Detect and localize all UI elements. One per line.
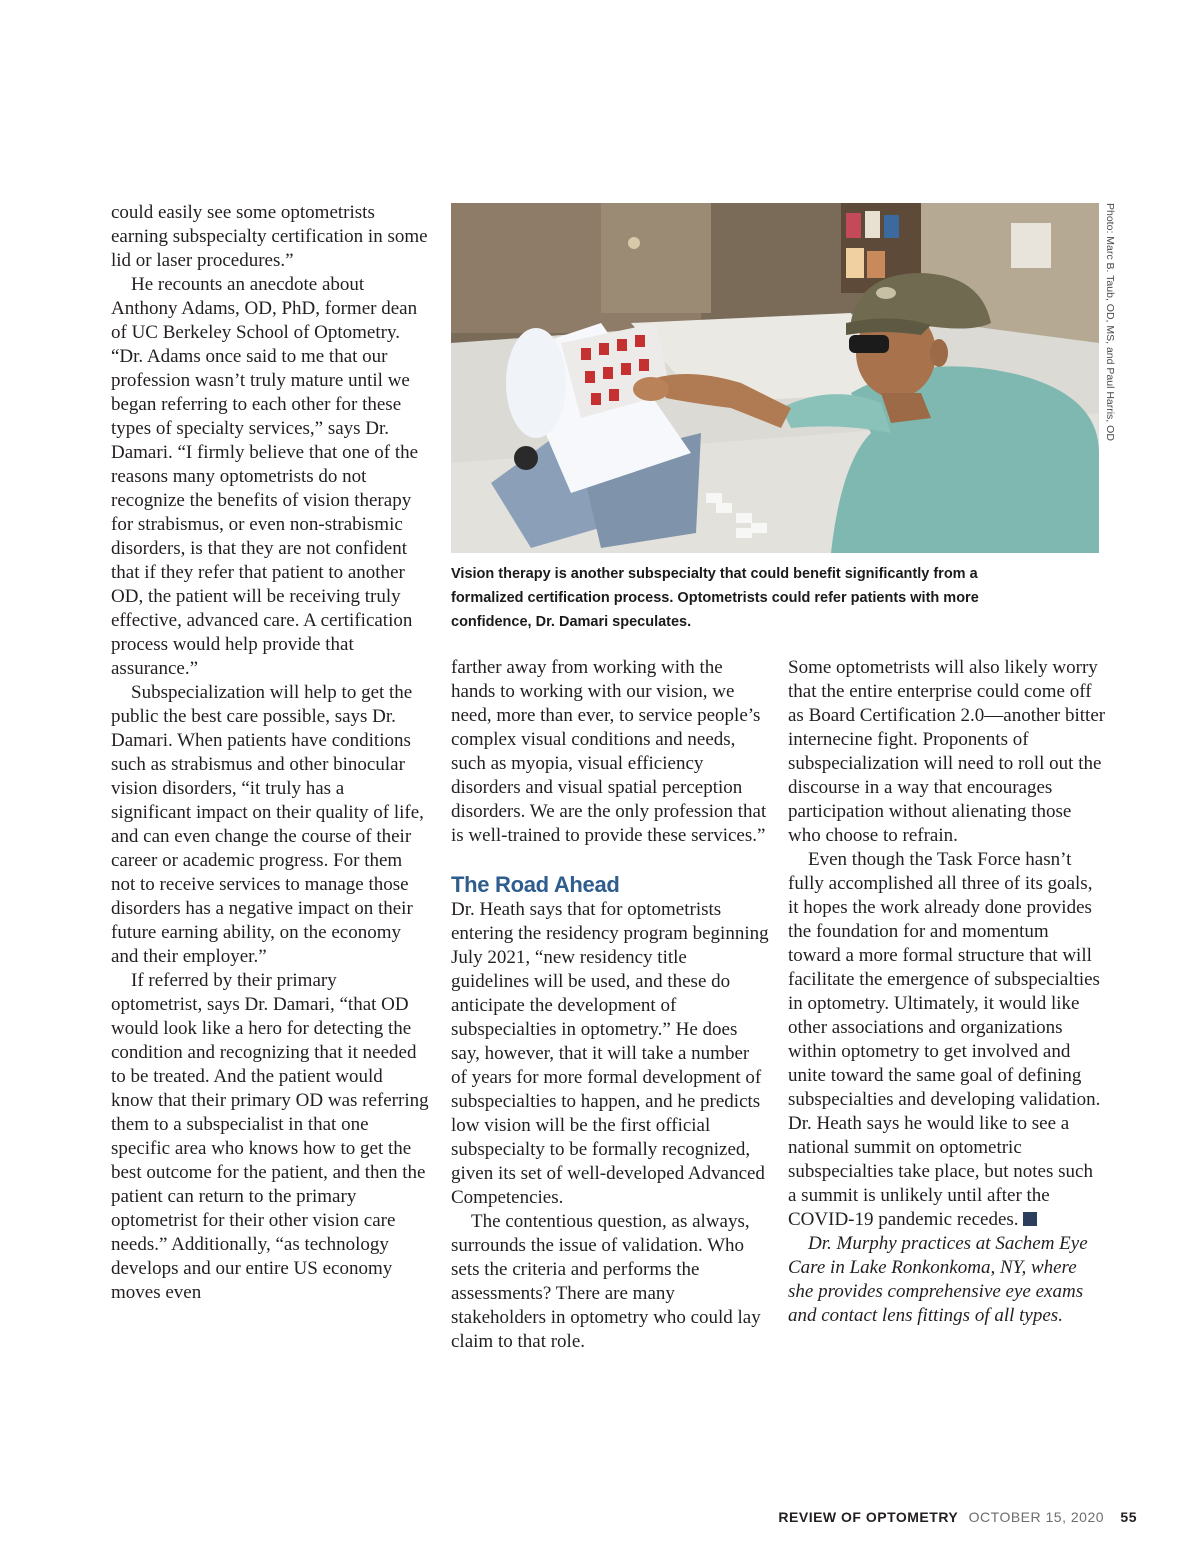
paragraph: If referred by their primary optometrist, says Dr. Damari, “that OD would look like a hero for detecting the condition and recognizing that it needed to be treated. And the patient would know that their primary OD was referring them to a subspecialist in that one specific area who knows how to get the best outcome for the patient, and then the patient can return to the primary optometrist for their other vision care needs.” Additionally, “as technology develops and our entire US economy moves even xyxy=(111,970,429,1303)
page-footer xyxy=(600,1509,1137,1525)
paragraph xyxy=(788,848,1106,1232)
end-mark-icon xyxy=(1023,1212,1037,1226)
author-bio: Dr. Murphy practices at Sachem Eye Care in Lake Ronkonkoma, NY, where she provides comprehensive eye exams and contact lens fittings of all types. xyxy=(788,1233,1088,1326)
publication-name: REVIEW OF OPTOMETRY xyxy=(778,1509,959,1525)
section-heading: The Road Ahead xyxy=(451,872,620,897)
column-middle xyxy=(451,656,769,1354)
paragraph: He recounts an anecdote about Anthony Adams, OD, PhD, former dean of UC Berkeley School of Optometry. “Dr. Adams once said to me that our profession wasn’t truly mature until we began referring to each other for these types of specialty services,” says Dr. Damari. “I firmly believe that one of the reasons many optometrists do not recognize the benefits of vision therapy for strabismus, or even non-strabismic disorders, is that they are not confident that if they refer that patient to another OD, the patient will be receiving truly effective, advanced care. A certification process would help provide that assurance.” xyxy=(111,274,419,679)
paragraph: farther away from working with the hands to working with our vision, we need, more than ever, to service people’s complex visual conditions and needs, such as myopia, visual efficiency disorders and visual spatial perception disorders. We are the only profession that is well-trained to provide these services.” xyxy=(451,657,767,846)
paragraph: could easily see some optometrists earning subspecialty certification in some lid or laser procedures.” xyxy=(111,202,428,271)
photo-caption: Vision therapy is another subspecialty that could benefit significantly from a formalized certification process. Optometrists could refer patients with more confidence, Dr. Damari speculates. xyxy=(451,566,979,630)
paragraph: Dr. Heath says that for optometrists entering the residency program beginning July 2021, “new residency title guidelines will be used, and these do anticipate the development of subspecialties in optometry.” He does say, however, that it will take a number of years for more formal development of subspecialties to happen, and he predicts low vision will be the first official subspecialty to be formally recognized, given its set of well-developed Advanced Competencies. xyxy=(451,899,769,1208)
paragraph-text: Even though the Task Force hasn’t fully accomplished all three of its goals, it hopes the work already done provides the foundation for and momentum toward a more formal structure that will facilitate the emergence of subspecialties in optometry. Ultimately, it would like other associations and organizations within optometry to get involved and unite toward the same goal of defining subspecialties and developing validation. Dr. Heath says he would like to see a national summit on optometric subspecialties take place, but notes such a summit is unlikely until after the COVID-19 pandemic recedes. xyxy=(788,849,1101,1230)
vision-therapy-photo xyxy=(451,203,1099,553)
column-right xyxy=(788,656,1106,1328)
photo-credit: Photo: Marc B. Taub, OD, MS, and Paul Harris, OD xyxy=(1104,203,1116,441)
issue-date: OCTOBER 15, 2020 xyxy=(968,1509,1105,1525)
paragraph: Subspecialization will help to get the public the best care possible, says Dr. Damari. When patients have conditions such as strabismus and other binocular vision disorders, “it truly has a significant impact on their quality of life, and can even change the course of their career or academic progress. For them not to receive services to manage those disorders has a negative impact on their future earning ability, on the economy and their employer.” xyxy=(111,682,424,967)
column-left xyxy=(111,201,429,1305)
paragraph: The contentious question, as always, surrounds the issue of validation. Who sets the criteria and performs the assessments? There are many stakeholders in optometry who could lay claim to that role. xyxy=(451,1211,761,1352)
page-number: 55 xyxy=(1120,1509,1137,1525)
paragraph: Some optometrists will also likely worry that the entire enterprise could come off as Board Certification 2.0—another bitter internecine fight. Proponents of subspecialization will need to roll out the discourse in a way that encourages participation without alienating those who choose to refrain. xyxy=(788,657,1106,846)
